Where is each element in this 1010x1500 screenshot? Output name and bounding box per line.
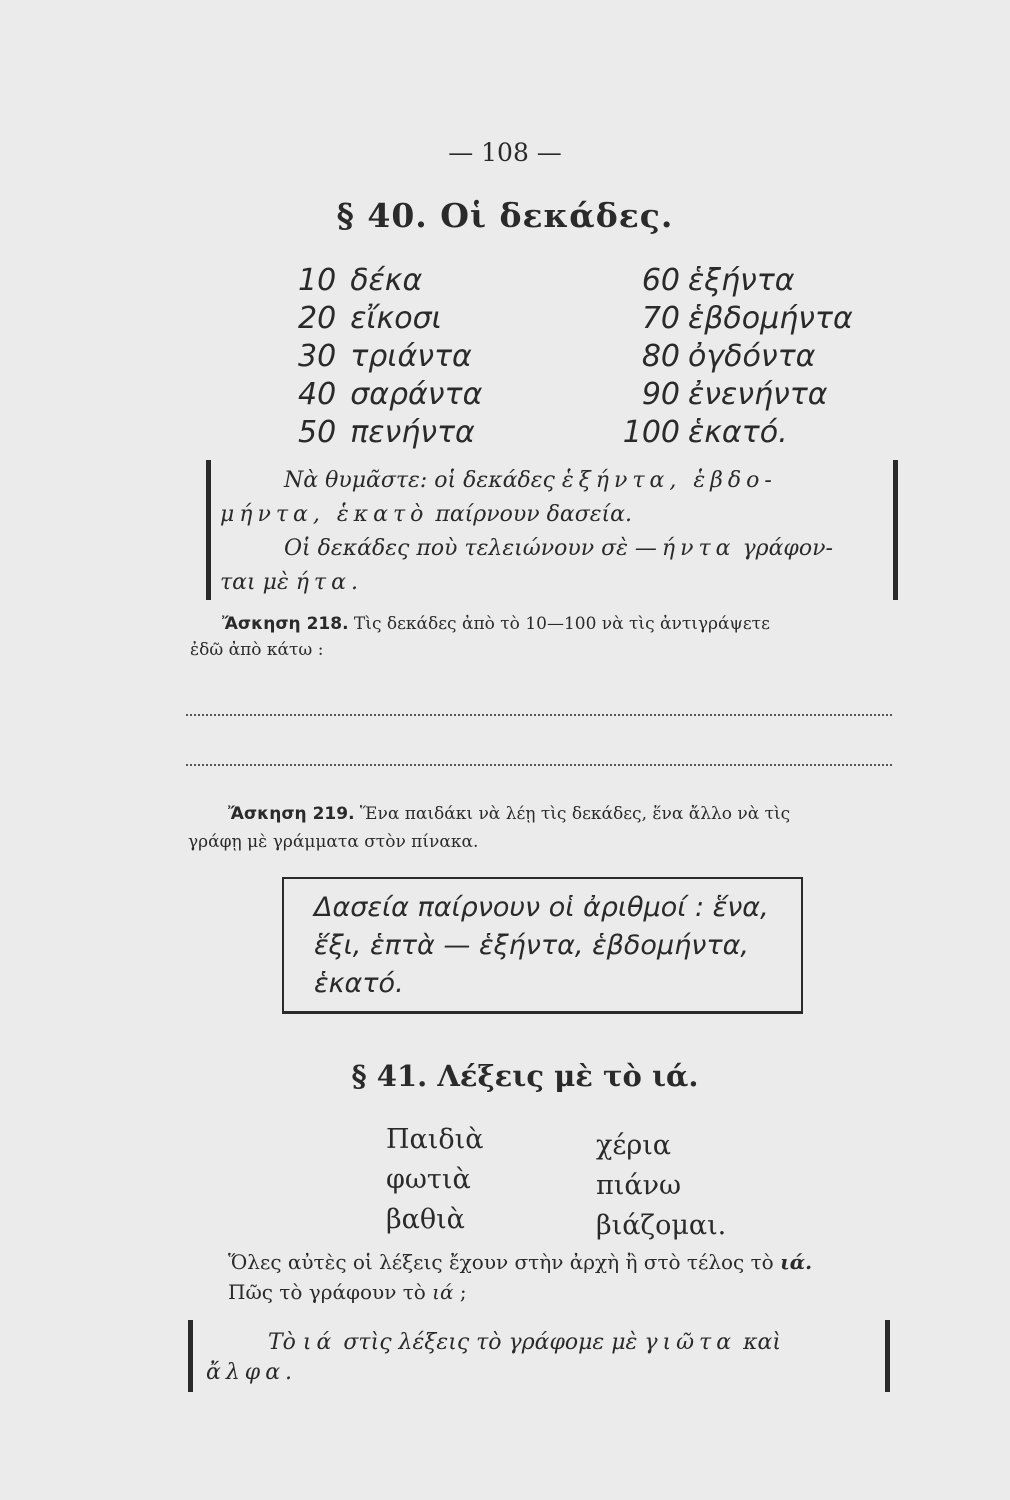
answer-line-2[interactable] [186,764,892,766]
note-line-2: μήντα, ἑκατὸ παίρνουν δασεία. [220,502,633,527]
list-item: χέρια [596,1130,672,1161]
list-item: Παιδιὰ [386,1124,484,1155]
rule-note-line-2: ἄλφα. [206,1360,298,1385]
tens-item: 10 δέκα [298,263,423,298]
rule-note-line-1: Τὸ ιά στὶς λέξεις τὸ γράφομε μὲ γιῶτα καὶ [268,1330,781,1355]
paragraph-line-2: Πῶς τὸ γράφουν τὸ ιά ; [228,1280,467,1304]
page-number: — 108 — [448,138,562,167]
paragraph-line-1: Ὅλες αὐτὲς οἱ λέξεις ἔχουν στὴν ἀρχὴ ἢ στὸ τέλος τὸ ιά. [228,1250,813,1274]
list-item: βαθιὰ [386,1204,465,1235]
rule-text: Δασεία παίρνουν οἱ ἀριθμοί : ἕνα, ἕξι, ἑπτὰ — ἑξήντα, ἑβδομήντα, ἑκατό. [314,892,769,999]
note-line-3: Οἱ δεκάδες ποὺ τελειώνουν σὲ —ήντα γράφον- [284,536,833,561]
tens-item: 40 σαράντα [298,377,483,412]
tens-item: 50 πενήντα [298,415,475,450]
words-list-right [596,1126,726,1246]
answer-line-1[interactable] [186,714,892,716]
list-item: φωτιὰ [386,1164,471,1195]
section-41-heading: § 41. Λέξεις μὲ τὸ ιά. [351,1059,699,1093]
exercise-219-line-2: γράφῃ μὲ γράμματα στὸν πίνακα. [188,832,479,852]
words-list-left [386,1120,483,1240]
list-item: βιάζομαι. [596,1210,727,1241]
exercise-219-label: Ἄσκηση 219. [228,804,355,824]
tens-list-right [612,262,853,452]
tens-item: 100 ἑκατό. [622,415,788,450]
note-line-1: Νὰ θυμᾶστε: οἱ δεκάδες ἑξήντα, ἑβδο- [284,468,777,493]
tens-item: 60 ἑξήντα [641,263,795,298]
rule-box [282,877,803,1014]
note-line-4: ται μὲ ήτα. [220,570,363,595]
tens-item: 90 ἐνενήντα [641,377,828,412]
exercise-218-line-1: Ἄσκηση 218. Τὶς δεκάδες ἀπὸ τὸ 10—100 νὰ τὶς ἀντιγράψετε [222,614,770,634]
tens-item: 80 ὀγδόντα [641,339,816,374]
exercise-218-label: Ἄσκηση 218. [222,614,349,634]
list-item: πιάνω [596,1170,681,1201]
exercise-219-line-1: Ἄσκηση 219. Ἕνα παιδάκι νὰ λέῃ τὶς δεκάδες, ἕνα ἄλλο νὰ τὶς [228,804,791,824]
section-40-heading: § 40. Οἱ δεκάδες. [336,196,674,235]
tens-item: 30 τριάντα [298,339,472,374]
exercise-218-line-2: ἐδῶ ἀπὸ κάτω : [190,640,324,660]
tens-item: 70 ἑβδομήντα [641,301,853,336]
tens-item: 20 εἴκοσι [298,301,442,336]
tens-list-left [298,262,482,452]
